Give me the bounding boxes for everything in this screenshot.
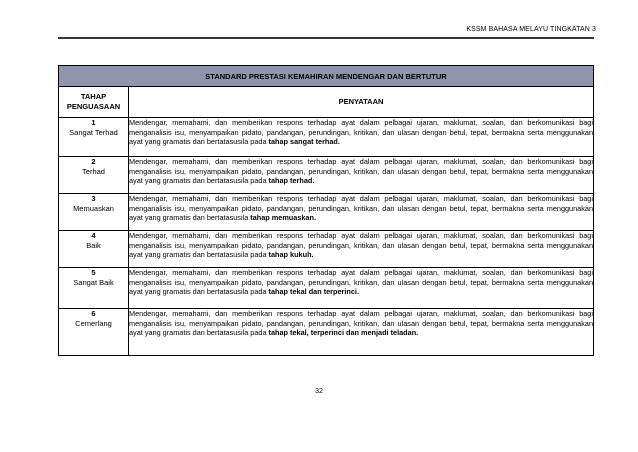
statement-text: Mendengar, memahami, dan memberikan respons terhadap ayat dalam pelbagai ujaran, maklumat, soalan, dan berkomunikasi bagi menganalisis isu, menyampaikan pidato, pandangan, perundingan, kritikan, dan ulasan dengan betul, tepat, bermakna serta menggunakan ayat yang gramatis dan bertatasusila pada [129, 268, 593, 297]
level-cell [59, 118, 129, 157]
level-cell [59, 268, 129, 309]
level-name: Terhad [82, 167, 105, 176]
statement-text: Mendengar, memahami, dan memberikan respons terhadap ayat dalam pelbagai ujaran, maklumat, soalan, dan berkomunikasi bagi menganalisis isu, menyampaikan pidato, pandangan, perundingan, kritikan, dan ulasan dengan betul, tepat, bermakna serta menggunakan ayat yang gramatis dan bertatasusila pada [129, 309, 593, 338]
statement-cell [129, 231, 594, 268]
column-header-statement: PENYATAAN [129, 87, 594, 118]
column-header-level: TAHAP PENGUASAAN [59, 87, 129, 118]
statement-level-phrase: tahap sangat terhad. [268, 137, 340, 147]
level-number: 2 [91, 157, 96, 166]
level-cell [59, 231, 129, 268]
statement-cell [129, 309, 594, 356]
table-row [59, 309, 594, 356]
statement-level-phrase: tahap tekal dan terperinci. [268, 287, 359, 297]
statement-level-phrase: tahap tekal, terperinci dan menjadi teladan. [268, 328, 419, 338]
level-number: 6 [91, 309, 96, 318]
performance-standard-table [58, 65, 594, 356]
level-number: 1 [91, 118, 96, 127]
level-number: 5 [91, 268, 96, 277]
level-number: 3 [91, 194, 96, 203]
running-header: KSSM BAHASA MELAYU TINGKATAN 3 [466, 26, 596, 33]
table-row [59, 118, 594, 157]
statement-text: Mendengar, memahami, dan memberikan respons terhadap ayat dalam pelbagai ujaran, maklumat, soalan, dan berkomunikasi bagi menganalisis isu, menyampaikan pidato, pandangan, perundingan, kritikan, dan ulasan dengan betul, tepat, bermakna serta menggunakan ayat yang gramatis dan bertatasusila [129, 194, 593, 223]
table-row [59, 231, 594, 268]
header-rule [58, 37, 594, 39]
level-cell [59, 194, 129, 231]
statement-text: Mendengar, memahami, dan memberikan respons terhadap ayat dalam pelbagai ujaran, maklumat, soalan, dan berkomunikasi bagi menganalisis isu, menyampaikan pidato, pandangan, perundingan, kritikan, dan ulasan dengan betul, tepat, bermakna serta menggunakan ayat yang gramatis dan bertatasusila pada [129, 231, 593, 260]
table-row [59, 268, 594, 309]
statement-cell [129, 118, 594, 157]
level-name: Memuaskan [73, 204, 114, 213]
statement-text: Mendengar, memahami, dan memberikan respons terhadap ayat dalam pelbagai ujaran, maklumat, soalan, dan berkomunikasi bagi menganalisis isu, menyampaikan pidato, pandangan, perundingan, kritikan, dan ulasan dengan betul, tepat, bermakna serta menggunakan ayat yang gramatis dan bertatasusila pada [129, 118, 593, 147]
table-row [59, 194, 594, 231]
level-cell [59, 157, 129, 194]
statement-cell [129, 194, 594, 231]
statement-level-phrase: tahap terhad. [268, 176, 315, 186]
level-name: Baik [86, 241, 101, 250]
statement-level-phrase: tahap kukuh. [268, 250, 314, 260]
table-row [59, 157, 594, 194]
level-name: Sangat Terhad [69, 128, 118, 137]
page-number: 32 [315, 388, 323, 395]
statement-cell [129, 268, 594, 309]
table-title: STANDARD PRESTASI KEMAHIRAN MENDENGAR DAN BERTUTUR [59, 66, 594, 87]
statement-cell [129, 157, 594, 194]
level-name: Sangat Baik [73, 278, 114, 287]
level-cell [59, 309, 129, 356]
statement-level-phrase: tahap memuaskan. [250, 213, 316, 223]
statement-text: Mendengar, memahami, dan memberikan respons terhadap ayat dalam pelbagai ujaran, maklumat, soalan, dan berkomunikasi bagi menganalisis isu, menyampaikan pidato, pandangan, perundingan, kritikan, dan ulasan dengan betul, tepat, bermakna serta menggunakan ayat yang gramatis dan bertatasusila pada [129, 157, 593, 186]
level-name: Cemerlang [75, 319, 112, 328]
level-number: 4 [91, 231, 96, 240]
